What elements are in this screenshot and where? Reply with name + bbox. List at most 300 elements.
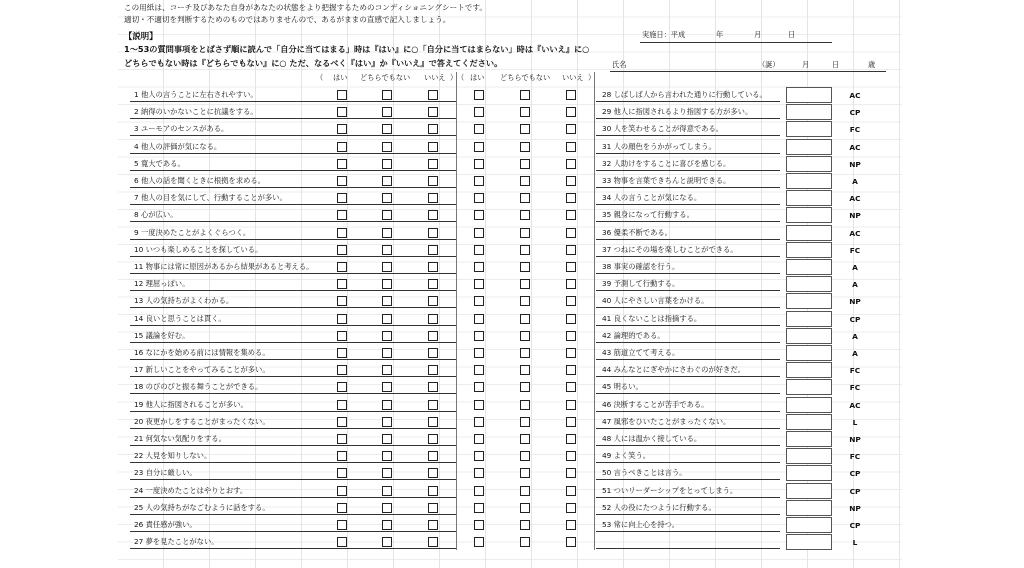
checkbox-left-no[interactable] bbox=[428, 210, 438, 220]
checkbox-left-no[interactable] bbox=[428, 296, 438, 306]
checkbox-right-yes[interactable] bbox=[474, 142, 484, 152]
score-input-box[interactable] bbox=[786, 121, 832, 137]
checkbox-right-yes[interactable] bbox=[474, 486, 484, 496]
left-question-text: 21 何気ない気配りをする。 bbox=[134, 434, 226, 443]
checkbox-right-no[interactable] bbox=[566, 503, 576, 513]
checkbox-left-no[interactable] bbox=[428, 107, 438, 117]
score-input-box[interactable] bbox=[786, 483, 832, 499]
left-question-underline bbox=[130, 256, 456, 257]
score-input-box[interactable] bbox=[786, 173, 832, 189]
checkbox-right-yes[interactable] bbox=[474, 434, 484, 444]
checkbox-right-yes[interactable] bbox=[474, 159, 484, 169]
checkbox-right-neutral[interactable] bbox=[520, 537, 530, 547]
checkbox-right-no[interactable] bbox=[566, 159, 576, 169]
checkbox-right-neutral[interactable] bbox=[520, 451, 530, 461]
checkbox-right-yes[interactable] bbox=[474, 348, 484, 358]
group1-close: ） bbox=[450, 73, 458, 82]
left-question-text: 20 夜更かしをすることがまったくない。 bbox=[134, 416, 270, 426]
checkbox-right-yes[interactable] bbox=[474, 537, 484, 547]
checkbox-right-neutral[interactable] bbox=[520, 228, 530, 238]
score-input-box[interactable] bbox=[786, 362, 832, 378]
right-question-underline bbox=[596, 514, 780, 515]
checkbox-left-yes[interactable] bbox=[337, 228, 347, 238]
checkbox-right-yes[interactable] bbox=[474, 503, 484, 513]
ego-state-code: FC bbox=[849, 366, 861, 376]
checkbox-right-yes[interactable] bbox=[474, 90, 484, 100]
checkbox-left-no[interactable] bbox=[428, 348, 438, 358]
checkbox-left-yes[interactable] bbox=[337, 90, 347, 100]
ego-state-code: FC bbox=[849, 125, 861, 135]
score-input-box[interactable] bbox=[786, 431, 832, 447]
checkbox-right-neutral[interactable] bbox=[520, 382, 530, 392]
checkbox-left-neutral[interactable] bbox=[382, 245, 392, 255]
right-question-text: 34 人の言うことが気になる。 bbox=[602, 193, 702, 203]
score-input-box[interactable] bbox=[786, 414, 832, 430]
checkbox-right-no[interactable] bbox=[566, 142, 576, 152]
checkbox-right-no[interactable] bbox=[566, 262, 576, 272]
checkbox-right-neutral[interactable] bbox=[520, 296, 530, 306]
checkbox-left-yes[interactable] bbox=[337, 142, 347, 152]
checkbox-left-neutral[interactable] bbox=[382, 365, 392, 375]
checkbox-left-neutral[interactable] bbox=[382, 210, 392, 220]
checkbox-right-yes[interactable] bbox=[474, 279, 484, 289]
checkbox-right-yes[interactable] bbox=[474, 314, 484, 324]
left-question-text: 25 人の気持ちがなごむように話をする。 bbox=[134, 502, 270, 512]
checkbox-right-no[interactable] bbox=[566, 314, 576, 324]
checkbox-left-no[interactable] bbox=[428, 382, 438, 392]
left-question-text: 7 他人の目を気にして、行動することが多い。 bbox=[134, 193, 287, 203]
score-input-box[interactable] bbox=[786, 242, 832, 258]
right-question-text: 44 みんなとにぎやかにさわぐのが好きだ。 bbox=[602, 365, 745, 375]
left-question-underline bbox=[130, 221, 456, 222]
checkbox-right-neutral[interactable] bbox=[520, 107, 530, 117]
checkbox-left-yes[interactable] bbox=[337, 331, 347, 341]
checkbox-right-no[interactable] bbox=[566, 176, 576, 186]
conditioning-sheet bbox=[118, 0, 902, 568]
birth-month: 月 bbox=[802, 60, 810, 69]
checkbox-left-yes[interactable] bbox=[337, 417, 347, 427]
left-question-text: 26 責任感が強い。 bbox=[134, 520, 197, 529]
right-question-text: 41 良くないことは指摘する。 bbox=[602, 313, 702, 323]
checkbox-right-yes[interactable] bbox=[474, 468, 484, 478]
checkbox-left-neutral[interactable] bbox=[382, 468, 392, 478]
checkbox-left-no[interactable] bbox=[428, 520, 438, 530]
right-question-underline bbox=[596, 393, 780, 394]
score-input-box[interactable] bbox=[786, 190, 832, 206]
ego-state-code: NP bbox=[849, 159, 861, 169]
right-question-underline bbox=[596, 531, 780, 532]
checkbox-left-yes[interactable] bbox=[337, 107, 347, 117]
checkbox-right-no[interactable] bbox=[566, 400, 576, 410]
checkbox-right-neutral[interactable] bbox=[520, 176, 530, 186]
checkbox-right-yes[interactable] bbox=[474, 262, 484, 272]
right-question-underline bbox=[596, 342, 780, 343]
ego-state-code: AC bbox=[849, 91, 861, 100]
checkbox-right-neutral[interactable] bbox=[520, 468, 530, 478]
ego-state-code: FC bbox=[849, 383, 861, 393]
right-question-underline bbox=[596, 101, 780, 102]
left-question-underline bbox=[130, 531, 456, 532]
right-question-underline bbox=[596, 204, 780, 205]
right-question-underline bbox=[596, 479, 780, 480]
checkbox-right-no[interactable] bbox=[566, 417, 576, 427]
right-question-underline bbox=[596, 290, 780, 291]
checkbox-right-yes[interactable] bbox=[474, 331, 484, 341]
checkbox-right-yes[interactable] bbox=[474, 400, 484, 410]
explanation-line-1: 1～53の質問事項をとばさず順に読んで「自分に当てはまる」時は『はい』に○「自分に当てはまらない」時は『いいえ』に○ bbox=[124, 44, 590, 54]
left-question-text: 27 夢を見たことがない。 bbox=[134, 537, 219, 547]
ego-state-code: A bbox=[852, 280, 858, 290]
group2-yes: はい bbox=[470, 73, 485, 82]
checkbox-left-neutral[interactable] bbox=[382, 417, 392, 427]
checkbox-right-neutral[interactable] bbox=[520, 331, 530, 341]
checkbox-left-neutral[interactable] bbox=[382, 193, 392, 203]
checkbox-right-yes[interactable] bbox=[474, 124, 484, 134]
checkbox-left-no[interactable] bbox=[428, 331, 438, 341]
age-label: 歳 bbox=[868, 60, 876, 69]
checkbox-right-yes[interactable] bbox=[474, 193, 484, 203]
right-question-underline bbox=[596, 221, 780, 222]
right-question-text: 40 人にやさしい言葉をかける。 bbox=[602, 296, 709, 306]
score-input-box[interactable] bbox=[786, 259, 832, 275]
group2-no: いいえ bbox=[562, 73, 584, 82]
checkbox-right-no[interactable] bbox=[566, 279, 576, 289]
checkbox-right-no[interactable] bbox=[566, 537, 576, 547]
checkbox-left-neutral[interactable] bbox=[382, 176, 392, 186]
checkbox-right-neutral[interactable] bbox=[520, 90, 530, 100]
date-month: 月 bbox=[754, 30, 762, 39]
ego-state-code: AC bbox=[849, 400, 861, 410]
checkbox-right-neutral[interactable] bbox=[520, 193, 530, 203]
checkbox-left-yes[interactable] bbox=[337, 314, 347, 324]
score-input-box[interactable] bbox=[786, 276, 832, 292]
left-question-underline bbox=[130, 204, 456, 205]
group2-neutral: どちらでもない bbox=[500, 73, 551, 82]
right-question-underline bbox=[596, 307, 780, 308]
right-question-text: 51 ついリーダーシップをとってしまう。 bbox=[602, 485, 738, 495]
score-input-box[interactable] bbox=[786, 517, 832, 533]
checkbox-right-neutral[interactable] bbox=[520, 503, 530, 513]
checkbox-right-neutral[interactable] bbox=[520, 365, 530, 375]
checkbox-left-neutral[interactable] bbox=[382, 537, 392, 547]
score-input-box[interactable] bbox=[786, 311, 832, 327]
checkbox-left-neutral[interactable] bbox=[382, 159, 392, 169]
checkbox-right-yes[interactable] bbox=[474, 451, 484, 461]
left-question-text: 9 一度決めたことがよくぐらつく。 bbox=[134, 227, 251, 237]
checkbox-left-no[interactable] bbox=[428, 451, 438, 461]
score-input-box[interactable] bbox=[786, 156, 832, 172]
right-question-underline bbox=[596, 411, 780, 412]
checkbox-left-no[interactable] bbox=[428, 193, 438, 203]
intro-line-2: 適切・不適切を判断するためのものではありませんので、あるがままの直感で記入しましょう。 bbox=[124, 15, 451, 24]
left-question-underline bbox=[130, 342, 456, 343]
checkbox-right-neutral[interactable] bbox=[520, 279, 530, 289]
right-question-text: 50 言うべきことは言う。 bbox=[602, 468, 687, 478]
ego-state-code: A bbox=[852, 349, 858, 358]
checkbox-left-yes[interactable] bbox=[337, 400, 347, 410]
checkbox-right-no[interactable] bbox=[566, 434, 576, 444]
left-question-text: 4 他人の評価が気になる。 bbox=[134, 141, 222, 151]
left-question-text: 12 理屈っぽい。 bbox=[134, 279, 190, 289]
checkbox-right-neutral[interactable] bbox=[520, 348, 530, 358]
checkbox-right-no[interactable] bbox=[566, 124, 576, 134]
checkbox-left-yes[interactable] bbox=[337, 176, 347, 186]
intro-line-1: この用紙は、コーチ及びあなた自身があなたの状態をより把握するためのコンディショニングシートです。 bbox=[124, 3, 487, 12]
date-underline bbox=[640, 42, 832, 43]
checkbox-left-neutral[interactable] bbox=[382, 90, 392, 100]
left-question-underline bbox=[130, 497, 456, 498]
checkbox-right-yes[interactable] bbox=[474, 228, 484, 238]
checkbox-left-yes[interactable] bbox=[337, 296, 347, 306]
right-question-underline bbox=[596, 376, 780, 377]
left-question-text: 15 議論を好む。 bbox=[134, 330, 190, 340]
left-question-text: 22 人見を知りしない。 bbox=[134, 451, 212, 461]
checkbox-right-yes[interactable] bbox=[474, 210, 484, 220]
score-input-box[interactable] bbox=[786, 345, 832, 361]
ego-state-code: A bbox=[852, 331, 858, 341]
checkbox-right-no[interactable] bbox=[566, 486, 576, 496]
checkbox-left-neutral[interactable] bbox=[382, 142, 392, 152]
checkbox-left-yes[interactable] bbox=[337, 279, 347, 289]
right-question-text: 47 風邪をひいたことがまったくない。 bbox=[602, 416, 731, 426]
score-input-box[interactable] bbox=[786, 534, 832, 550]
left-question-text: 14 良いと思うことは貫く。 bbox=[134, 313, 226, 323]
score-input-box[interactable] bbox=[786, 448, 832, 464]
checkbox-right-no[interactable] bbox=[566, 90, 576, 100]
checkbox-left-neutral[interactable] bbox=[382, 296, 392, 306]
checkbox-right-neutral[interactable] bbox=[520, 486, 530, 496]
ego-state-code: AC bbox=[849, 194, 861, 204]
right-question-text: 35 親身になって行動する。 bbox=[602, 210, 694, 220]
score-input-box[interactable] bbox=[786, 104, 832, 120]
checkbox-left-yes[interactable] bbox=[337, 451, 347, 461]
checkbox-right-no[interactable] bbox=[566, 193, 576, 203]
left-question-underline bbox=[130, 411, 456, 412]
right-question-text: 30 人を笑わせることが得意である。 bbox=[602, 124, 724, 134]
checkbox-right-neutral[interactable] bbox=[520, 434, 530, 444]
checkbox-left-neutral[interactable] bbox=[382, 434, 392, 444]
ego-state-code: L bbox=[852, 417, 858, 427]
ego-state-code: FC bbox=[849, 452, 861, 462]
checkbox-left-neutral[interactable] bbox=[382, 400, 392, 410]
checkbox-left-no[interactable] bbox=[428, 417, 438, 427]
checkbox-right-yes[interactable] bbox=[474, 107, 484, 117]
checkbox-left-yes[interactable] bbox=[337, 468, 347, 478]
checkbox-left-yes[interactable] bbox=[337, 348, 347, 358]
left-question-text: 2 納得のいかないことに抗議をする。 bbox=[134, 107, 258, 117]
checkbox-right-no[interactable] bbox=[566, 365, 576, 375]
group2-close: ） bbox=[588, 73, 596, 82]
ego-state-code: AC bbox=[849, 228, 861, 238]
checkbox-left-no[interactable] bbox=[428, 314, 438, 324]
checkbox-right-neutral[interactable] bbox=[520, 142, 530, 152]
birthday-label: （誕） bbox=[758, 60, 780, 69]
checkbox-left-neutral[interactable] bbox=[382, 107, 392, 117]
right-question-text: 29 他人に指図されるより指図する方が多い。 bbox=[602, 107, 753, 117]
checkbox-left-no[interactable] bbox=[428, 468, 438, 478]
right-question-text: 49 よく笑う。 bbox=[602, 451, 651, 461]
checkbox-left-no[interactable] bbox=[428, 365, 438, 375]
checkbox-right-no[interactable] bbox=[566, 451, 576, 461]
checkbox-left-neutral[interactable] bbox=[382, 314, 392, 324]
left-question-underline bbox=[130, 376, 456, 377]
checkbox-right-yes[interactable] bbox=[474, 296, 484, 306]
checkbox-right-yes[interactable] bbox=[474, 245, 484, 255]
score-input-box[interactable] bbox=[786, 139, 832, 155]
checkbox-right-no[interactable] bbox=[566, 296, 576, 306]
checkbox-left-neutral[interactable] bbox=[382, 486, 392, 496]
left-question-underline bbox=[130, 135, 456, 136]
checkbox-left-neutral[interactable] bbox=[382, 382, 392, 392]
score-input-box[interactable] bbox=[786, 500, 832, 516]
checkbox-right-neutral[interactable] bbox=[520, 417, 530, 427]
score-input-box[interactable] bbox=[786, 207, 832, 223]
group-separator bbox=[456, 72, 457, 550]
checkbox-left-no[interactable] bbox=[428, 228, 438, 238]
left-question-text: 19 他人に指図されることが多い。 bbox=[134, 399, 248, 409]
score-input-box[interactable] bbox=[786, 465, 832, 481]
left-question-text: 10 いつも楽しめることを探している。 bbox=[134, 244, 263, 254]
checkbox-right-no[interactable] bbox=[566, 468, 576, 478]
right-question-text: 28 しばしば人から言われた通りに行動している。 bbox=[602, 90, 767, 99]
group1-yes: はい bbox=[333, 73, 348, 82]
checkbox-left-yes[interactable] bbox=[337, 537, 347, 547]
ego-state-code: NP bbox=[849, 503, 861, 513]
checkbox-left-neutral[interactable] bbox=[382, 348, 392, 358]
right-question-text: 45 明るい。 bbox=[602, 382, 643, 392]
left-question-underline bbox=[130, 325, 456, 326]
checkbox-left-yes[interactable] bbox=[337, 486, 347, 496]
checkbox-left-no[interactable] bbox=[428, 176, 438, 186]
checkbox-left-no[interactable] bbox=[428, 486, 438, 496]
checkbox-right-neutral[interactable] bbox=[520, 262, 530, 272]
checkbox-left-yes[interactable] bbox=[337, 382, 347, 392]
ego-state-code: L bbox=[852, 538, 858, 548]
right-question-underline bbox=[596, 548, 780, 549]
checkbox-left-neutral[interactable] bbox=[382, 279, 392, 289]
name-underline bbox=[610, 71, 886, 72]
checkbox-right-yes[interactable] bbox=[474, 365, 484, 375]
left-question-text: 13 人の気持ちがよくわかる。 bbox=[134, 296, 234, 306]
checkbox-left-yes[interactable] bbox=[337, 210, 347, 220]
checkbox-left-no[interactable] bbox=[428, 124, 438, 134]
checkbox-left-neutral[interactable] bbox=[382, 124, 392, 134]
right-question-text: 53 常に向上心を持つ。 bbox=[602, 520, 679, 529]
left-question-text: 23 自分に厳しい。 bbox=[134, 468, 197, 478]
checkbox-left-neutral[interactable] bbox=[382, 451, 392, 461]
checkbox-left-yes[interactable] bbox=[337, 434, 347, 444]
checkbox-left-no[interactable] bbox=[428, 245, 438, 255]
score-input-box[interactable] bbox=[786, 293, 832, 309]
checkbox-left-no[interactable] bbox=[428, 262, 438, 272]
checkbox-right-neutral[interactable] bbox=[520, 159, 530, 169]
checkbox-right-neutral[interactable] bbox=[520, 245, 530, 255]
checkbox-left-yes[interactable] bbox=[337, 159, 347, 169]
checkbox-right-no[interactable] bbox=[566, 331, 576, 341]
checkbox-left-yes[interactable] bbox=[337, 503, 347, 513]
right-question-text: 33 物事を言葉できちんと説明できる。 bbox=[602, 176, 731, 185]
checkbox-right-yes[interactable] bbox=[474, 417, 484, 427]
checkbox-right-no[interactable] bbox=[566, 520, 576, 530]
checkbox-right-no[interactable] bbox=[566, 107, 576, 117]
right-question-underline bbox=[596, 187, 780, 188]
left-question-text: 11 物事には常に原因があるから結果があると考える。 bbox=[134, 262, 314, 271]
checkbox-right-yes[interactable] bbox=[474, 176, 484, 186]
right-question-text: 32 人助けをすることに喜びを感じる。 bbox=[602, 158, 731, 168]
checkbox-left-yes[interactable] bbox=[337, 193, 347, 203]
ego-state-code: A bbox=[852, 177, 858, 186]
score-input-box[interactable] bbox=[786, 225, 832, 241]
score-input-box[interactable] bbox=[786, 379, 832, 395]
checkbox-left-no[interactable] bbox=[428, 400, 438, 410]
checkbox-left-yes[interactable] bbox=[337, 262, 347, 272]
checkbox-right-yes[interactable] bbox=[474, 520, 484, 530]
checkbox-right-neutral[interactable] bbox=[520, 314, 530, 324]
right-question-text: 39 予測して行動する。 bbox=[602, 279, 680, 289]
checkbox-left-no[interactable] bbox=[428, 434, 438, 444]
checkbox-left-no[interactable] bbox=[428, 90, 438, 100]
checkbox-left-neutral[interactable] bbox=[382, 520, 392, 530]
checkbox-right-no[interactable] bbox=[566, 348, 576, 358]
score-input-box[interactable] bbox=[786, 397, 832, 413]
checkbox-left-no[interactable] bbox=[428, 503, 438, 513]
right-question-text: 43 筋道立てて考える。 bbox=[602, 348, 680, 357]
checkbox-right-neutral[interactable] bbox=[520, 124, 530, 134]
left-question-text: 24 一度決めたことはやりとおす。 bbox=[134, 485, 248, 495]
checkbox-left-no[interactable] bbox=[428, 159, 438, 169]
checkbox-left-no[interactable] bbox=[428, 537, 438, 547]
score-input-box[interactable] bbox=[786, 328, 832, 344]
left-question-text: 3 ユーモアのセンスがある。 bbox=[134, 124, 229, 134]
date-year: 年 bbox=[716, 30, 724, 39]
checkbox-left-no[interactable] bbox=[428, 142, 438, 152]
left-question-underline bbox=[130, 239, 456, 240]
right-question-underline bbox=[596, 325, 780, 326]
checkbox-left-yes[interactable] bbox=[337, 124, 347, 134]
checkbox-left-neutral[interactable] bbox=[382, 228, 392, 238]
left-question-text: 6 他人の話を聞くときに根拠を求める。 bbox=[134, 176, 266, 185]
checkbox-right-yes[interactable] bbox=[474, 382, 484, 392]
checkbox-left-neutral[interactable] bbox=[382, 262, 392, 272]
checkbox-left-no[interactable] bbox=[428, 279, 438, 289]
right-question-underline bbox=[596, 118, 780, 119]
group2-open: （ bbox=[457, 73, 465, 82]
checkbox-right-no[interactable] bbox=[566, 228, 576, 238]
left-question-underline bbox=[130, 307, 456, 308]
left-question-underline bbox=[130, 273, 456, 274]
checkbox-left-neutral[interactable] bbox=[382, 503, 392, 513]
left-question-text: 17 新しいことをやってみることが多い。 bbox=[134, 365, 270, 375]
right-question-text: 48 人には温かく接している。 bbox=[602, 434, 702, 443]
checkbox-right-no[interactable] bbox=[566, 382, 576, 392]
checkbox-right-no[interactable] bbox=[566, 210, 576, 220]
checkbox-right-neutral[interactable] bbox=[520, 210, 530, 220]
checkbox-left-neutral[interactable] bbox=[382, 331, 392, 341]
score-input-box[interactable] bbox=[786, 87, 832, 103]
checkbox-right-no[interactable] bbox=[566, 245, 576, 255]
left-question-underline bbox=[130, 462, 456, 463]
right-question-underline bbox=[596, 462, 780, 463]
left-question-text: 1 他人の言うことに左右されやすい。 bbox=[134, 90, 258, 99]
checkbox-left-yes[interactable] bbox=[337, 520, 347, 530]
checkbox-right-neutral[interactable] bbox=[520, 400, 530, 410]
checkbox-left-yes[interactable] bbox=[337, 365, 347, 375]
checkbox-right-neutral[interactable] bbox=[520, 520, 530, 530]
group1-open: （ bbox=[316, 73, 324, 82]
checkbox-left-yes[interactable] bbox=[337, 245, 347, 255]
left-question-text: 5 寛大である。 bbox=[134, 158, 185, 168]
right-question-underline bbox=[596, 273, 780, 274]
